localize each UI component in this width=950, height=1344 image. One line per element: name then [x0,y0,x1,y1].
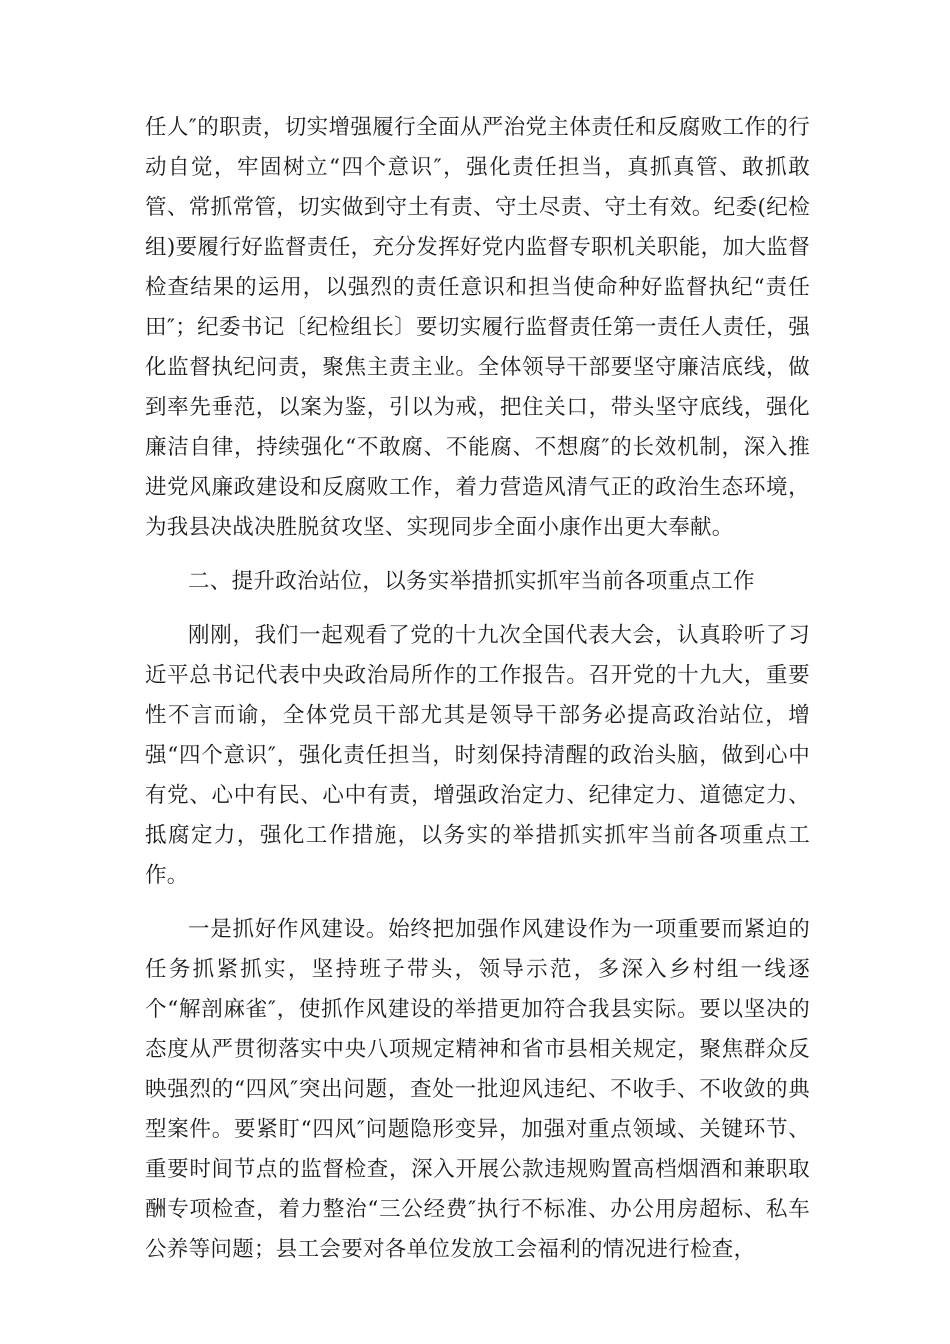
paragraph-congress-report: 刚刚，我们一起观看了党的十九次全国代表大会，认真聆听了习近平总书记代表中央政治局所作的工作报告。召开党的十九大，重要性不言而谕，全体党员干部尤其是领导干部务必提高政治站位，增强“四个意识″，强化责任担当，时刻保持清醒的政治头脑，做到心中有党、心中有民、心中有责，增强政治定力、纪律定力、道德定力、抵腐定力，强化工作措施，以务实的举措抓实抓牢当前各项重点工作。 [145,623,810,888]
section-heading-2: 二、提升政治站位，以务实举措抓实抓牢当前各项重点工作 [188,569,755,594]
document-body [145,108,810,1270]
paragraph-work-style: 一是抓好作风建设。始终把加强作风建设作为一项重要而紧迫的任务抓紧抓实，坚持班子带头，领导示范，多深入乡村组一线逐个“解剖麻雀″，使抓作风建设的举措更加符合我县实际。要以坚决的态度从严贯彻落实中央八项规定精神和省市县相关规定，聚焦群众反映强烈的“四风″突出问题，查处一批迎风违纪、不收手、不收敛的典型案件。要紧盯“四风″问题隐形变异，加强对重点领域、关键环节、重要时间节点的监督检查，深入开展公款违规购置高档烟酒和兼职取酬专项检查，着力整治“三公经费″执行不标准、办公用房超标、私车公养等问题；县工会要对各单位发放工会福利的情况进行检查， [145,917,810,1262]
paragraph-responsibility-continuation: 任人″的职责，切实增强履行全面从严治党主体责任和反腐败工作的行动自觉，牢固树立“四个意识″，强化责任担当，真抓真管、敢抓敢管、常抓常管，切实做到守土有责、守土尽责、守土有效。纪委(纪检组)要履行好监督责任，充分发挥好党内监督专职机关职能，加大监督检查结果的运用，以强烈的责任意识和担当使命种好监督执纪“责任田″；纪委书记〔纪检组长〕要切实履行监督责任第一责任人责任，强化监督执纪问责，聚焦主责主业。全体领导干部要坚守廉洁底线，做到率先垂范，以案为鉴，引以为戒，把住关口，带头坚守底线，强化廉洁自律，持续强化“不敢腐、不能腐、不想腐″的长效机制，深入推进党风廉政建设和反腐败工作，着力营造风清气正的政治生态环境，为我县决战决胜脱贫攻坚、实现同步全面小康作出更大奉献。 [145,115,810,540]
